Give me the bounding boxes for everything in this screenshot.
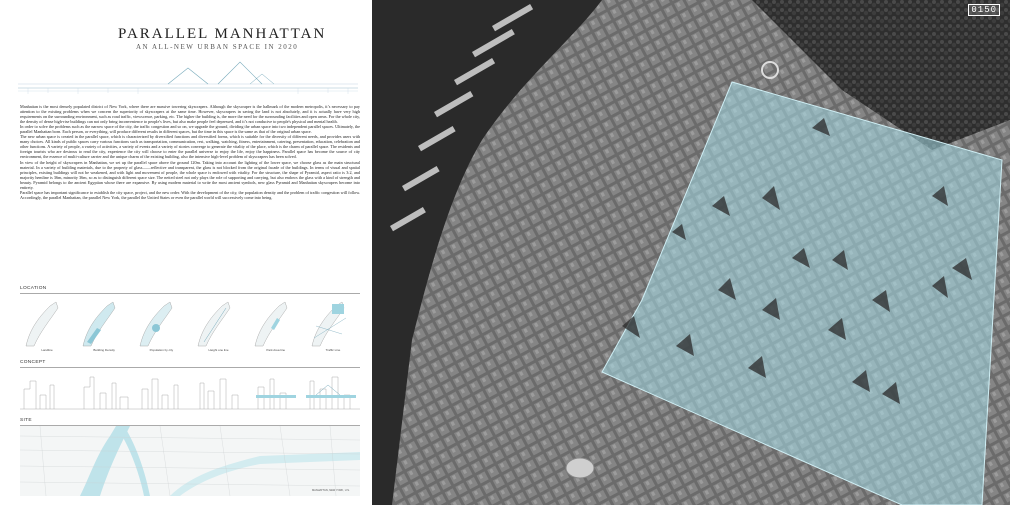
location-step (77, 298, 131, 356)
aerial-photo (372, 0, 1010, 505)
page-subtitle: AN ALL-NEW URBAN SPACE IN 2020 (136, 43, 299, 51)
title-block (118, 26, 358, 51)
paragraph: Manhattan is the most densely populated district of New York, where there are massive towering skyscrapers. Although the skyscraper is the hallmark of the modern metropolis, it’s necessary to pay attention to the existing problems when we concern the superiority of skyscrapers at the same time. However, skyscrapers in saving the land is not absolutely, and it is actually have very high requirements on the surrounding environment, such as road traffic, viewscence, parking, etc. The higher the building is, the more the need for the surrounding facilities and open areas. For the whole city, the density of dense high-rise buildings can not only bring inconvenience to people's lives, but also make people feel depressed, and it’s not conducive to people's physical and mental health. (20, 104, 360, 125)
site-map-drawing (20, 426, 360, 496)
description-text (20, 104, 360, 274)
location-diagrams (20, 298, 360, 356)
aerial-render (372, 0, 1010, 505)
location-step (249, 298, 303, 356)
location-caption: Building Density (93, 348, 115, 352)
section-label-concept: CONCEPT (20, 360, 46, 365)
paragraph: In order to solve the problems such as the narrow space of the city, the traffic congestion and so on, we upgrade the ground, dividing the urban space into two independent parallel spaces. Ultimately, the parallel Manhattan born. Each person, or everything, will produce different results in different spaces, but the time in this space is the same as that of the original urban space. (20, 124, 360, 135)
pyramid-skyline-drawing (18, 60, 358, 96)
paragraph: The new urban space is created in the parallel space, which is characterized by diversified functions and diversified forms, which is suitable for the diversity of different needs, and provides users with many choices. All kinds of public spaces carry various functions such as transportation, communication, rest, walking, watching, fitness, entertainment, catering, presentation, education, celebration and other functions. A variety of people, a variety of activities, a variety of events and a variety of stories converge to generate the vitality of the place, which is the charm of parallel space. The residents and foreign tourists who are desirous to read the city, experience the city will choose to enter the parallel universe to enjoy the life, enjoy the happiness. Parallel space has become the source of city environment, the essence of multi-culture carrier and the unique charm of the existing building, also the intensive high-level problem of skyscrapers has been solved. (20, 134, 360, 160)
section-label-location: LOCATION (20, 286, 47, 291)
divider (20, 367, 360, 368)
location-step (20, 298, 74, 356)
description-panel (0, 0, 372, 505)
manhattan-map-icon (192, 298, 246, 348)
location-caption: Traffic Line (325, 348, 341, 352)
location-step (134, 298, 188, 356)
manhattan-map-icon (306, 298, 360, 348)
location-step (192, 298, 246, 356)
concept-skyline-diagrams (20, 369, 360, 413)
page-number: 0150 (968, 4, 1000, 16)
section-label-site: SITE (20, 418, 32, 423)
manhattan-map-icon (20, 298, 74, 348)
site-caption: MANHATTAN, NEW YORK, U.S. (312, 489, 350, 492)
manhattan-map-icon (249, 298, 303, 348)
location-step (306, 298, 360, 356)
paragraph: Parallel space has important significance to establish the city space, project, and the new order. With the development of the city, the population density and the problem of traffic congestion will follow. Accordingly, the parallel Manhattan, the parallel New York, the parallel the United States or even the parallel world will successively come into being. (20, 189, 360, 200)
paragraph: In view of the height of skyscrapers in Manhattan, we set up the parallel space above the ground 120m. Taking into account the lighting of the lower space, we choose glass as the main structural material. In a variety of building materials, due to the property of glass——reflective and transparent, the glass is not blocked from the original facade of the buildings. In terms of visual and spatial principles, existing buildings will not be weakened, and with light and movement of people, the whole space is endowed with vitality. For the structure, the shape of Pyramid, aspect ratio is 3:2, and majority hemline is 36m, minority 36m, so as to distinguish different space size. The netted steel not only plays the role of supporting and carrying, but also endows the glass with a kind of strength and beauty. Pyramid belongs to the ancient Egyptian whose there are expansive. By using modern material to write the most ancient symbols, new glass Pyramid and Manhattan skyscrapers become into entirety. (20, 159, 360, 190)
location-caption: Landline (41, 348, 53, 352)
page-title: PARALLEL MANHATTAN (118, 26, 327, 42)
manhattan-map-icon (134, 298, 188, 348)
location-caption: Population by city (149, 348, 174, 352)
manhattan-map-icon (77, 298, 131, 348)
location-caption: Height one line (208, 348, 229, 352)
site-map (20, 426, 360, 496)
location-caption: Park Area line (266, 348, 286, 352)
divider (20, 293, 360, 294)
